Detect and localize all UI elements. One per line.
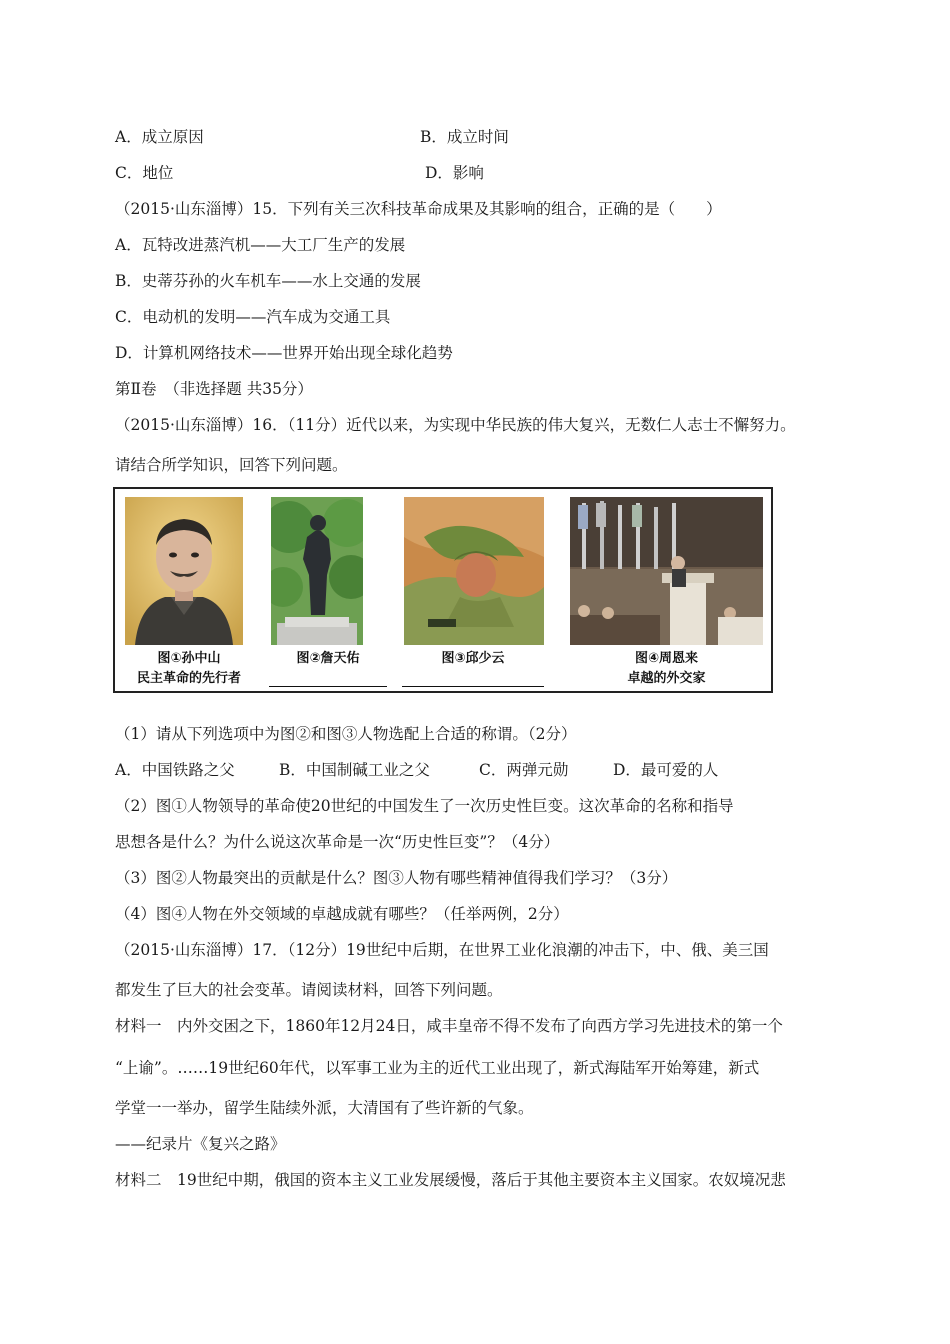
answer-blank-fig2 xyxy=(269,686,387,687)
q14-options-row1 xyxy=(115,127,509,147)
caption-fig3-name: 图③邱少云 xyxy=(441,651,505,666)
q16-sub1-option-b: B．中国制碱工业之父 xyxy=(279,761,430,779)
caption-fig4-title: 卓越的外交家 xyxy=(627,671,706,686)
answer-blank-fig3 xyxy=(402,686,544,687)
q16-stem-line2: 请结合所学知识，回答下列问题。 xyxy=(115,456,348,474)
q16-stem-line1: （2015·山东淄博）16．（11分）近代以来，为实现中华民族的伟大复兴，无数仁人志士不懈努力。 xyxy=(115,416,796,434)
q16-sub3: （3）图②人物最突出的贡献是什么？图③人物有哪些精神值得我们学习？（3分） xyxy=(115,869,678,887)
q16-sub1-option-d: D．最可爱的人 xyxy=(613,761,719,779)
q17-material2-line1: 材料二 19世纪中期，俄国的资本主义工业发展缓慢，落后于其他主要资本主义国家。农奴境况悲 xyxy=(115,1171,786,1189)
caption-fig2-name: 图②詹天佑 xyxy=(296,651,360,666)
q14-options-row2 xyxy=(115,163,484,183)
q16-sub1-option-a: A．中国铁路之父 xyxy=(115,761,235,779)
q14-option-a: A．成立原因 xyxy=(115,128,204,146)
q16-sub2-line1: （2）图①人物领导的革命使20世纪的中国发生了一次历史性巨变。这次革命的名称和指导 xyxy=(115,797,734,815)
q17-material1-line1: 材料一 内外交困之下，1860年12月24日，咸丰皇帝不得不发布了向西方学习先进技术的第一个 xyxy=(115,1017,783,1035)
q14-option-d: D．影响 xyxy=(425,164,484,182)
q17-material1-source: ——纪录片《复兴之路》 xyxy=(115,1135,286,1153)
q16-sub4: （4）图④人物在外交领域的卓越成就有哪些？（任举两例，2分） xyxy=(115,905,569,923)
photo-sun-yat-sen xyxy=(125,497,243,645)
q14-option-b: B．成立时间 xyxy=(420,128,509,146)
figure-panel xyxy=(113,487,773,693)
q15-option-c: C．电动机的发明——汽车成为交通工具 xyxy=(115,308,391,326)
photo-zhou-enlai-conference xyxy=(570,497,763,645)
q17-stem-line1: （2015·山东淄博）17．（12分）19世纪中后期，在世界工业化浪潮的冲击下，中、俄、美三国 xyxy=(115,941,769,959)
q16-sub1: （1）请从下列选项中为图②和图③人物选配上合适的称谓。（2分） xyxy=(115,725,577,743)
q15-option-d: D．计算机网络技术——世界开始出现全球化趋势 xyxy=(115,344,453,362)
q15-stem: （2015·山东淄博）15．下列有关三次科技革命成果及其影响的组合，正确的是（ ） xyxy=(115,200,722,218)
q17-stem-line2: 都发生了巨大的社会变革。请阅读材料，回答下列问题。 xyxy=(115,981,503,999)
q16-sub2-line2: 思想各是什么？为什么说这次革命是一次“历史性巨变”？（4分） xyxy=(115,833,560,851)
q17-material1-line2: “上谕”。……19世纪60年代，以军事工业为主的近代工业出现了，新式海陆军开始筹建，新式 xyxy=(115,1059,760,1077)
q15-option-a: A．瓦特改进蒸汽机——大工厂生产的发展 xyxy=(115,236,406,254)
caption-fig1-name: 图①孙中山 xyxy=(157,651,221,666)
photo-zhan-tianyou-statue xyxy=(271,497,363,645)
q14-option-c: C．地位 xyxy=(115,164,174,182)
painting-qiu-shaoyun xyxy=(404,497,544,645)
section-heading: 第Ⅱ卷 （非选择题 共35分） xyxy=(115,380,313,398)
caption-fig1-title: 民主革命的先行者 xyxy=(136,671,241,686)
q17-material1-line3: 学堂一一举办，留学生陆续外派，大清国有了些许新的气象。 xyxy=(115,1099,534,1117)
q16-sub1-option-c: C．两弹元勋 xyxy=(479,761,569,779)
q15-option-b: B．史蒂芬孙的火车机车——水上交通的发展 xyxy=(115,272,421,290)
caption-fig4-name: 图④周恩来 xyxy=(634,651,698,666)
